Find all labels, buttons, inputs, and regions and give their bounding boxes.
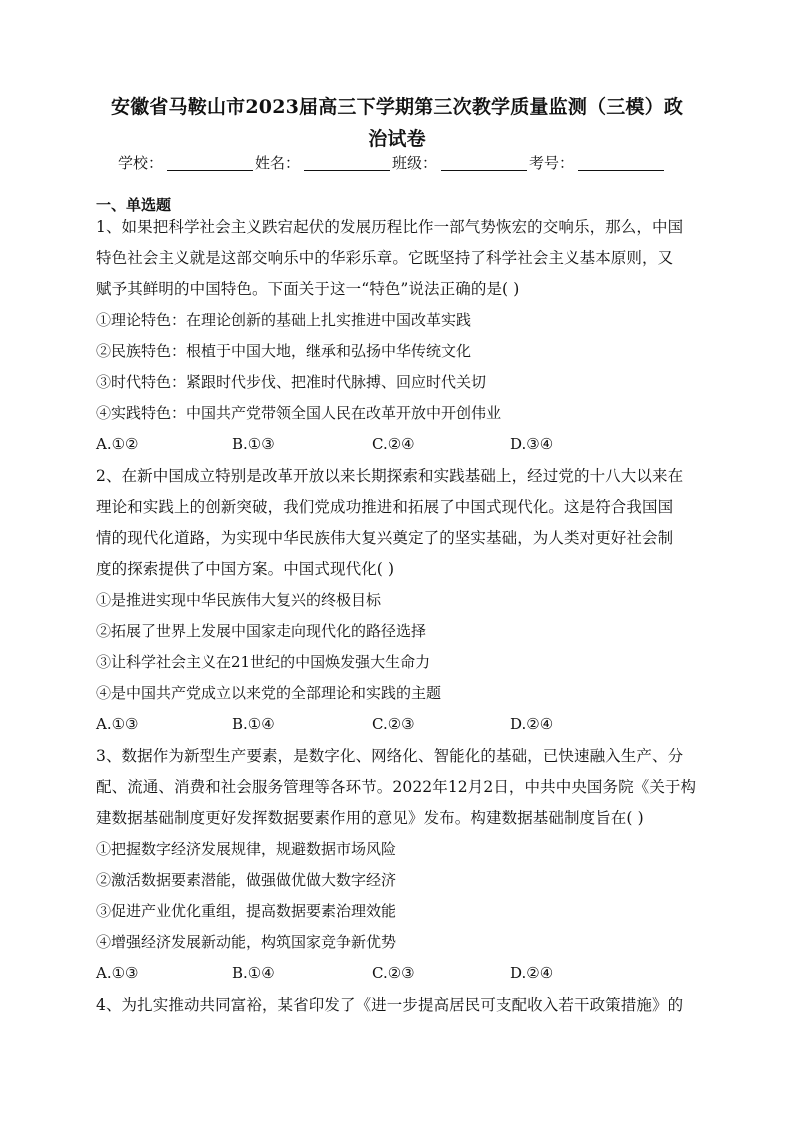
q3-choice-d[interactable]: D.②④	[510, 964, 554, 982]
q4-stem-line-1: 4、为扎实推动共同富裕，某省印发了《进一步提高居民可支配收入若干政策措施》的	[96, 996, 684, 1014]
q3-choice-a[interactable]: A.①③	[96, 964, 139, 982]
q3-stem-line-1: 3、数据作为新型生产要素，是数字化、网络化、智能化的基础，已快速融入生产、分	[96, 747, 684, 765]
q3-choices	[96, 962, 700, 984]
q2-choice-b[interactable]: B.①④	[232, 715, 275, 733]
class-label: 班级：	[392, 154, 438, 172]
school-label: 学校：	[118, 154, 164, 172]
exam-title-line-1: 安徽省马鞍山市2023届高三下学期第三次教学质量监测（三模）政	[110, 96, 684, 118]
name-label: 姓名：	[255, 154, 301, 172]
q2-item-1: ①是推进实现中华民族伟大复兴的终极目标	[96, 591, 382, 609]
exam-number-blank[interactable]	[578, 154, 664, 171]
q1-choice-a[interactable]: A.①②	[96, 435, 139, 453]
q3-item-3: ③促进产业优化重组，提高数据要素治理效能	[96, 902, 397, 920]
q2-choice-a[interactable]: A.①③	[96, 715, 139, 733]
q3-choice-b[interactable]: B.①④	[232, 964, 275, 982]
q2-item-3: ③让科学社会主义在21世纪的中国焕发强大生命力	[96, 653, 431, 671]
q1-choice-b[interactable]: B.①③	[232, 435, 275, 453]
name-blank[interactable]	[304, 154, 390, 171]
q2-stem-line-3: 情的现代化道路，为实现中华民族伟大复兴奠定了的坚实基础，为人类对更好社会制	[96, 529, 674, 547]
q1-item-1: ①理论特色：在理论创新的基础上扎实推进中国改革实践	[96, 311, 472, 329]
exam-number-label: 考号：	[529, 154, 575, 172]
class-blank[interactable]	[441, 154, 527, 171]
q1-item-4: ④实践特色：中国共产党带领全国人民在改革开放中开创伟业	[96, 404, 502, 422]
q3-stem-line-2: 配、流通、消费和社会服务管理等各环节。2022年12月2日，中共中央国务院《关于构	[96, 778, 697, 796]
exam-title-line-2: 治试卷	[368, 128, 426, 150]
q1-stem-line-2: 特色社会主义就是这部交响乐中的华彩乐章。它既坚持了科学社会主义基本原则，又	[96, 249, 674, 267]
q1-stem-line-3: 赋予其鲜明的中国特色。下面关于这一“特色”说法正确的是( )	[96, 280, 520, 298]
q2-item-4: ④是中国共产党成立以来党的全部理论和实践的主题	[96, 684, 442, 702]
q3-choice-c[interactable]: C.②③	[372, 964, 415, 982]
school-blank[interactable]	[167, 154, 253, 171]
section-title: 一、单选题	[96, 196, 172, 214]
q1-stem-line-1: 1、如果把科学社会主义跌宕起伏的发展历程比作一部气势恢宏的交响乐，那么，中国	[96, 218, 684, 236]
q1-item-3: ③时代特色：紧跟时代步伐、把准时代脉搏、回应时代关切	[96, 373, 487, 391]
q1-choices	[96, 433, 700, 455]
q2-stem-line-2: 理论和实践上的创新突破，我们党成功推进和拓展了中国式现代化。这是符合我国国	[96, 498, 674, 516]
q3-stem-line-3: 建数据基础制度更好发挥数据要素作用的意见》发布。构建数据基础制度旨在( )	[96, 809, 644, 827]
q2-item-2: ②拓展了世界上发展中国家走向现代化的路径选择	[96, 622, 427, 640]
q1-item-2: ②民族特色：根植于中国大地，继承和弘扬中华传统文化	[96, 342, 472, 360]
q1-choice-d[interactable]: D.③④	[510, 435, 554, 453]
q3-item-2: ②激活数据要素潜能，做强做优做大数字经济	[96, 871, 397, 889]
q2-choice-d[interactable]: D.②④	[510, 715, 554, 733]
q3-item-1: ①把握数字经济发展规律，规避数据市场风险	[96, 840, 397, 858]
student-info-row	[118, 152, 666, 174]
q2-stem-line-1: 2、在新中国成立特别是改革开放以来长期探索和实践基础上，经过党的十八大以来在	[96, 467, 684, 485]
q2-choice-c[interactable]: C.②③	[372, 715, 415, 733]
q2-stem-line-4: 度的探索提供了中国方案。中国式现代化( )	[96, 560, 395, 578]
q2-choices	[96, 713, 700, 735]
q3-item-4: ④增强经济发展新动能，构筑国家竞争新优势	[96, 933, 397, 951]
q1-choice-c[interactable]: C.②④	[372, 435, 415, 453]
